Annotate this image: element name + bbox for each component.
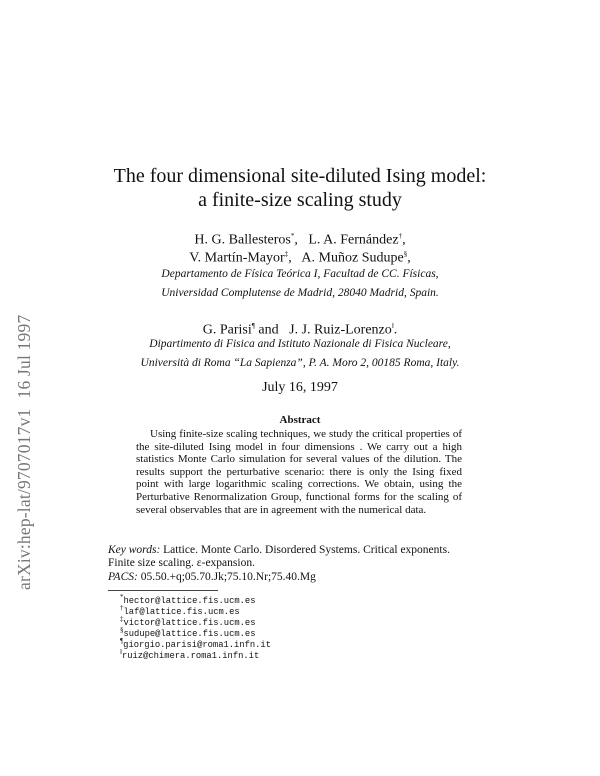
keywords-label: Key words:: [108, 544, 161, 556]
author-line-1: H. G. Ballesteros*, L. A. Fernández†,: [194, 232, 406, 248]
affiliation-1-line-2: Universidad Complutense de Madrid, 28040 Madrid, Spain.: [161, 287, 439, 299]
affiliation-2-line-2: Università di Roma “La Sapienza”, P. A. Moro 2, 00185 Roma, Italy.: [140, 357, 460, 369]
author-mark: ¶: [251, 322, 255, 330]
affiliation-2-line-1: Dipartimento di Fisica and Istituto Nazionale di Fisica Nucleare,: [149, 338, 451, 350]
footnote-email-text[interactable]: laf@lattice.fis.ucm.es: [123, 606, 240, 617]
arxiv-date: 16 Jul 1997: [14, 314, 34, 399]
footnote-mark: †: [120, 604, 124, 612]
author-martin-mayor: V. Martín-Mayor: [189, 250, 285, 266]
author-parisi: G. Parisi: [202, 322, 252, 338]
footnote-email-text[interactable]: victor@lattice.fis.ucm.es: [123, 617, 256, 628]
footnote-email-text[interactable]: ruiz@chimera.roma1.infn.it: [121, 650, 260, 661]
author-ballesteros: H. G. Ballesteros: [194, 232, 291, 248]
pacs-value: 05.50.+q;05.70.Jk;75.10.Nr;75.40.Mg: [140, 571, 316, 583]
footnote-email-text[interactable]: giorgio.parisi@roma1.infn.it: [123, 639, 271, 650]
author-mark: ‡: [284, 250, 289, 258]
abstract-heading: Abstract: [279, 414, 321, 426]
footnote-email-text[interactable]: sudupe@lattice.fis.ucm.es: [123, 628, 256, 639]
author-line-3: G. Parisi¶ and J. J. Ruiz-Lorenzo‖.: [202, 322, 398, 338]
footnote-email[interactable]: [120, 647, 259, 662]
author-fernandez: L. A. Fernández: [308, 232, 399, 248]
footnote-mark: *: [120, 593, 124, 601]
footnote-mark: ¶: [120, 637, 124, 645]
affiliation-1-line-1: Departamento de Física Teórica I, Facultad de CC. Físicas,: [161, 268, 439, 280]
keywords-line-2: Finite size scaling. ε-expansion.: [108, 557, 255, 569]
abstract-text: Using finite-size scaling techniques, we study the critical properties of the site-diluted Ising model in four dimensions . We carry out a high statistics Monte Carlo simulation for several values of the dilution. The results support the perturbative scenario: there is only the Ising fixed point with large logarithmic scaling corrections. We obtain, using the Perturbative Renormalization Group, functional forms for the scaling of several observables that are in agreement with the numerical data.: [136, 428, 462, 516]
author-ruiz-lorenzo: J. J. Ruiz-Lorenzo: [289, 322, 392, 338]
footnote-email-text[interactable]: hector@lattice.fis.ucm.es: [123, 595, 256, 606]
arxiv-id: arXiv:hep-lat/9707017v1: [14, 408, 34, 590]
pacs-line: [108, 571, 316, 584]
author-mark: ‖: [391, 322, 394, 330]
author-mark: †: [398, 232, 403, 240]
paper-title-line-2: a finite-size scaling study: [198, 189, 402, 211]
footnote-rule: [108, 590, 218, 591]
footnote-mark: ‡: [120, 615, 124, 623]
footnote-mark: §: [120, 626, 124, 634]
author-line-2: V. Martín-Mayor‡, A. Muñoz Sudupe§,: [189, 250, 411, 266]
paper-date: July 16, 1997: [262, 380, 338, 395]
author-munoz-sudupe: A. Muñoz Sudupe: [301, 250, 404, 266]
keywords-line-1: [108, 544, 450, 557]
footnote-mark: ‖: [120, 648, 122, 656]
author-mark: *: [290, 232, 295, 240]
pacs-label: PACS:: [108, 571, 138, 583]
author-mark: §: [403, 250, 408, 258]
paper-title-line-1: The four dimensional site-diluted Ising model:: [113, 165, 487, 187]
keywords-text-1: Lattice. Monte Carlo. Disordered Systems. Critical exponents.: [163, 544, 450, 556]
